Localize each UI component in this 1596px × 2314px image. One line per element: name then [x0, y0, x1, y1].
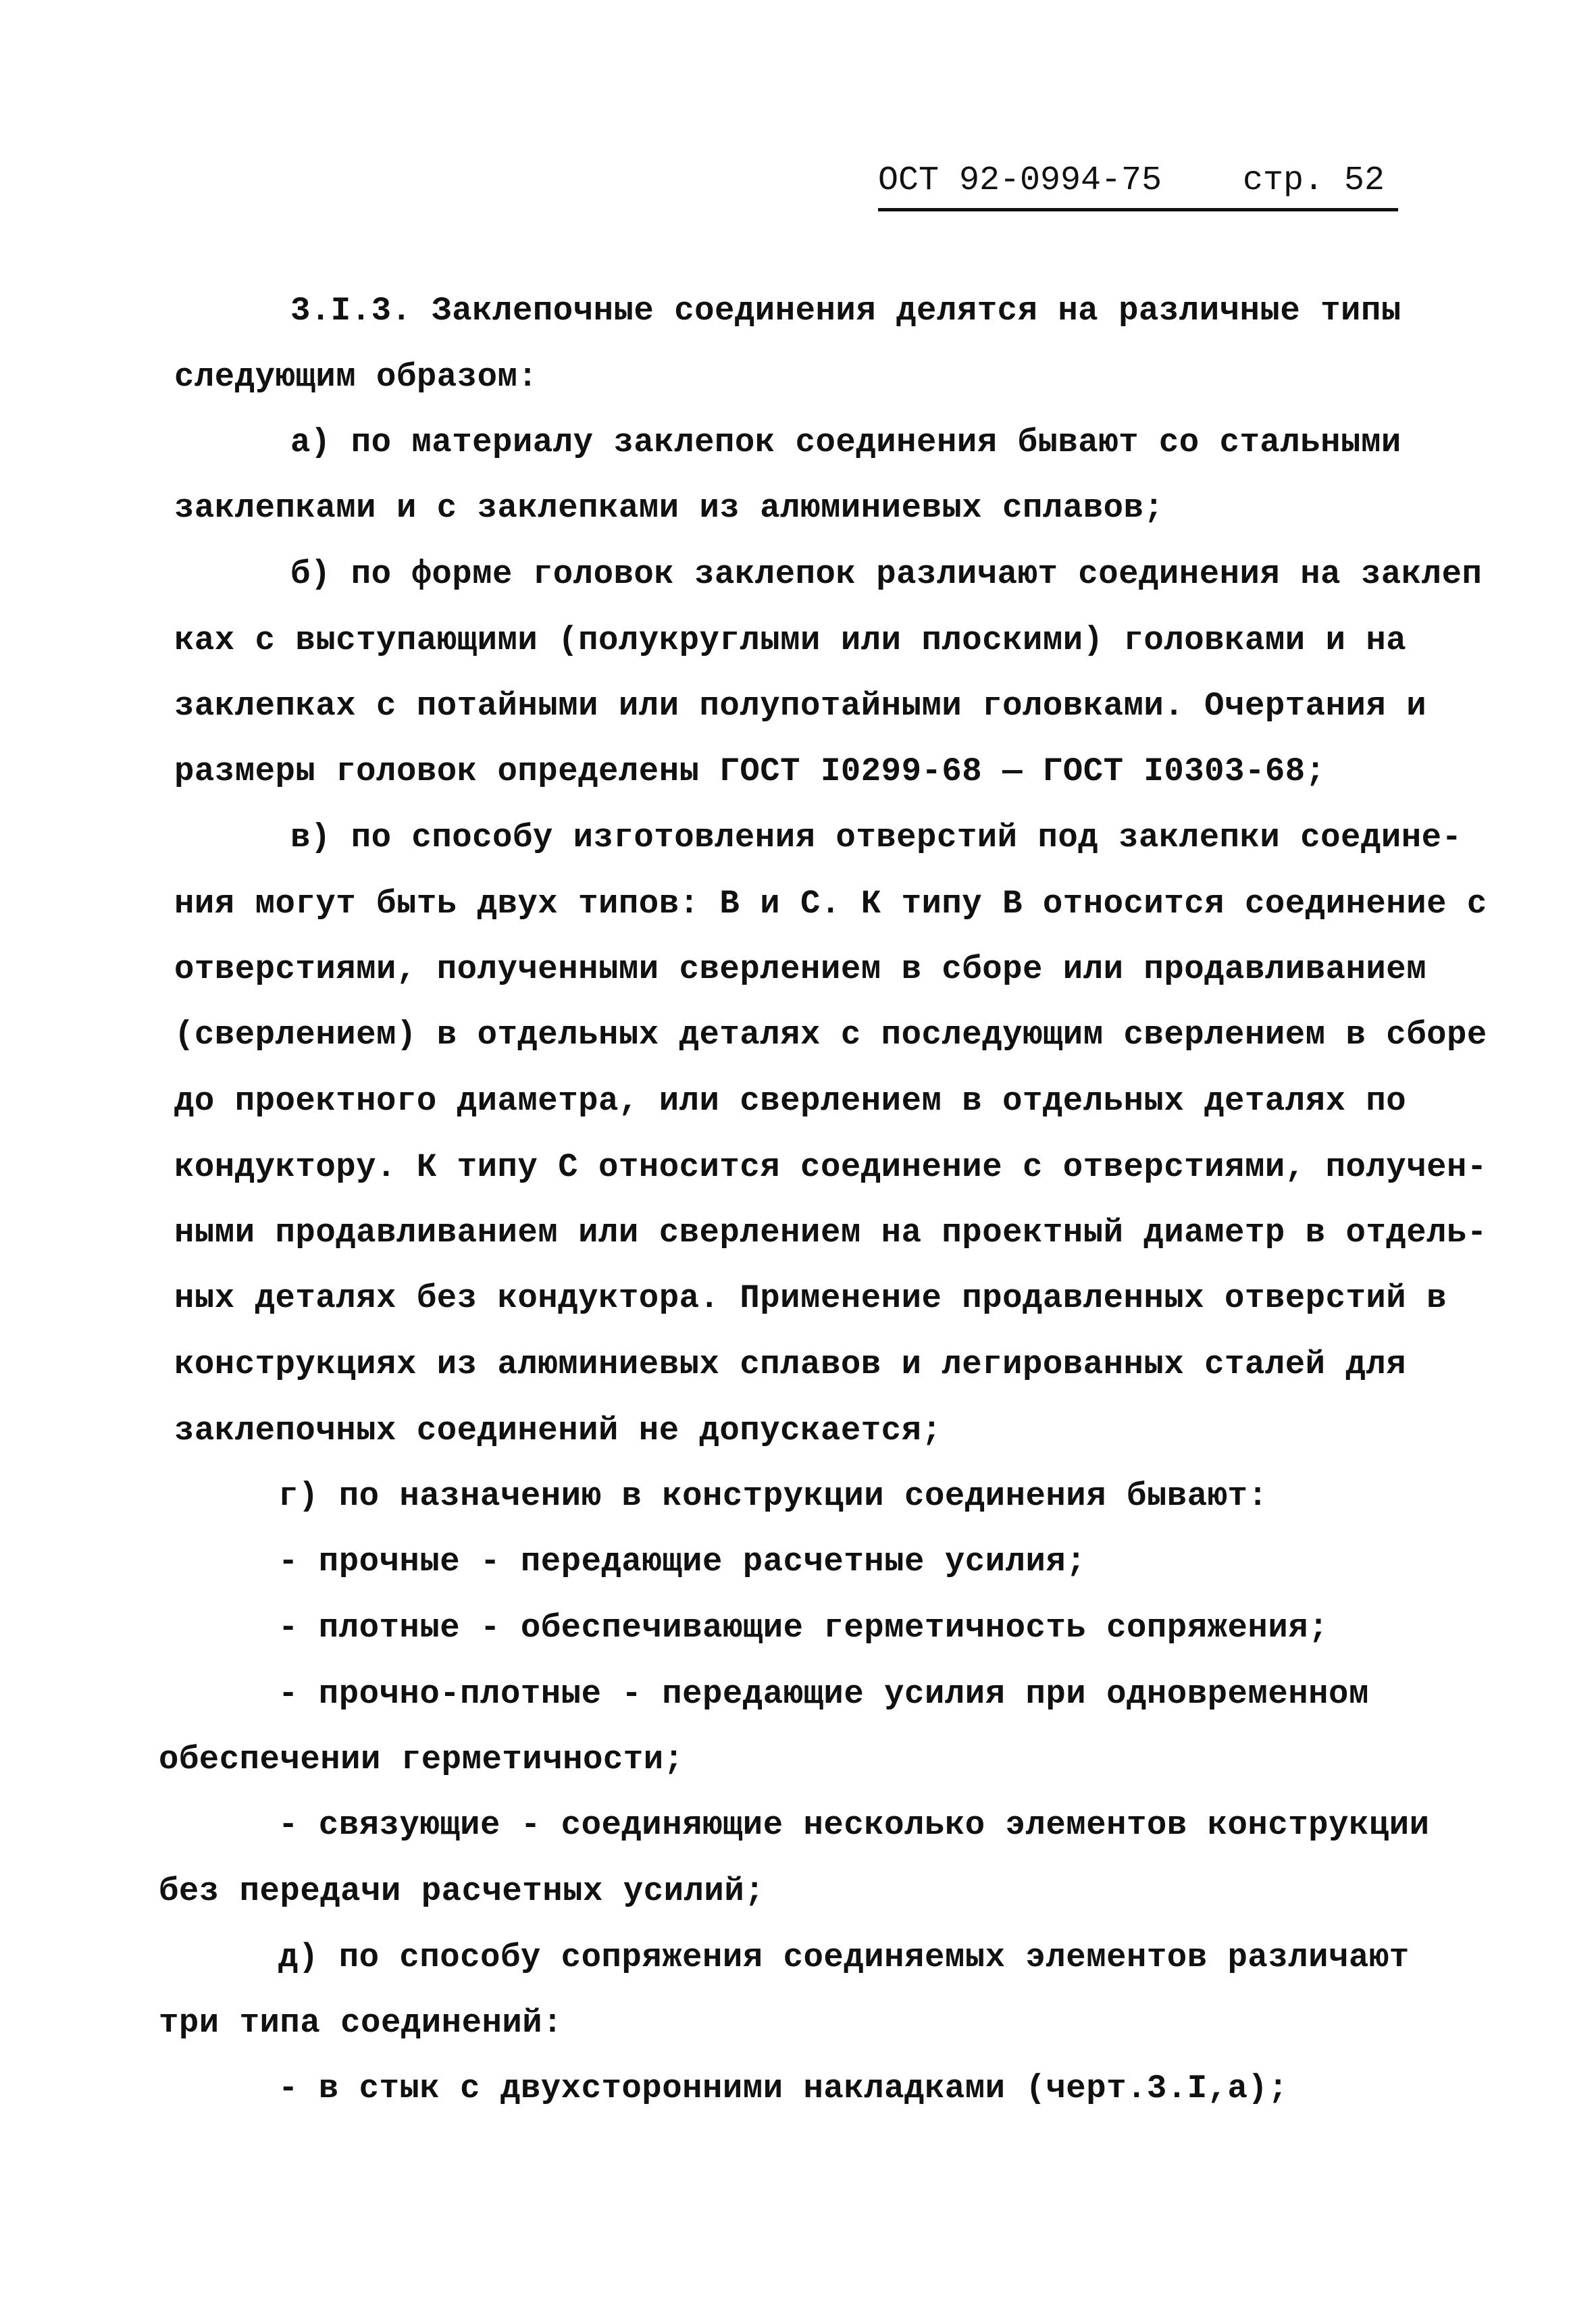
text-line: заклепками и с заклепками из алюминиевых сплавов;: [174, 489, 1164, 527]
text-line: заклепочных соединений не допускается;: [174, 1412, 942, 1449]
document-code: ОСТ 92-0994-75: [878, 161, 1162, 200]
text-line: г) по назначению в конструкции соединения бывают:: [278, 1477, 1268, 1515]
text-line: а) по материалу заклепок соединения бывают со стальными: [290, 423, 1401, 461]
text-line: без передачи расчетных усилий;: [159, 1872, 765, 1910]
text-line: - плотные - обеспечивающие герметичность сопряжения;: [278, 1609, 1329, 1647]
text-line: - прочные - передающие расчетные усилия;: [278, 1543, 1087, 1580]
text-line: в) по способу изготовления отверстий под заклепки соедине-: [290, 819, 1462, 856]
text-line: заклепках с потайными или полупотайными головками. Очертания и: [174, 687, 1427, 725]
text-line: б) по форме головок заклепок различают соединения на заклеп: [290, 555, 1483, 593]
text-line: ках с выступающими (полукруглыми или плоскими) головками и на: [174, 621, 1407, 659]
text-line: (сверлением) в отдельных деталях с последующим сверлением в сборе: [174, 1016, 1487, 1054]
text-line: д) по способу сопряжения соединяемых элементов различают: [278, 1938, 1410, 1976]
text-line: ния могут быть двух типов: В и С. К типу В относится соединение с: [174, 885, 1487, 923]
text-line: ными продавливанием или сверлением на проектный диаметр в отдель-: [174, 1214, 1487, 1252]
text-line: отверстиями, полученными сверлением в сборе или продавливанием: [174, 950, 1427, 988]
text-line: - связующие - соединяющие несколько элементов конструкции: [278, 1806, 1430, 1844]
text-line: до проектного диаметра, или сверлением в отдельных деталях по: [174, 1082, 1407, 1120]
text-line: размеры головок определены ГОСТ I0299-68 — ГОСТ I0303-68;: [174, 752, 1326, 790]
text-line: конструкциях из алюминиевых сплавов и легированных сталей для: [174, 1345, 1407, 1383]
text-line: кондуктору. К типу С относится соединение с отверстиями, получен-: [174, 1148, 1487, 1186]
page-number: стр. 52: [1243, 161, 1385, 200]
page-header: [878, 154, 1398, 211]
text-line: ных деталях без кондуктора. Применение продавленных отверстий в: [174, 1279, 1447, 1317]
text-line: обеспечении герметичности;: [159, 1741, 684, 1778]
text-line: - прочно-плотные - передающие усилия при одновременном: [278, 1675, 1369, 1713]
text-line: - в стык с двухсторонними накладками (черт.3.I,а);: [278, 2069, 1289, 2107]
text-line: 3.I.3. Заклепочные соединения делятся на различные типы: [290, 292, 1401, 330]
text-line: следующим образом:: [174, 358, 538, 396]
text-line: три типа соединений:: [159, 2004, 563, 2042]
